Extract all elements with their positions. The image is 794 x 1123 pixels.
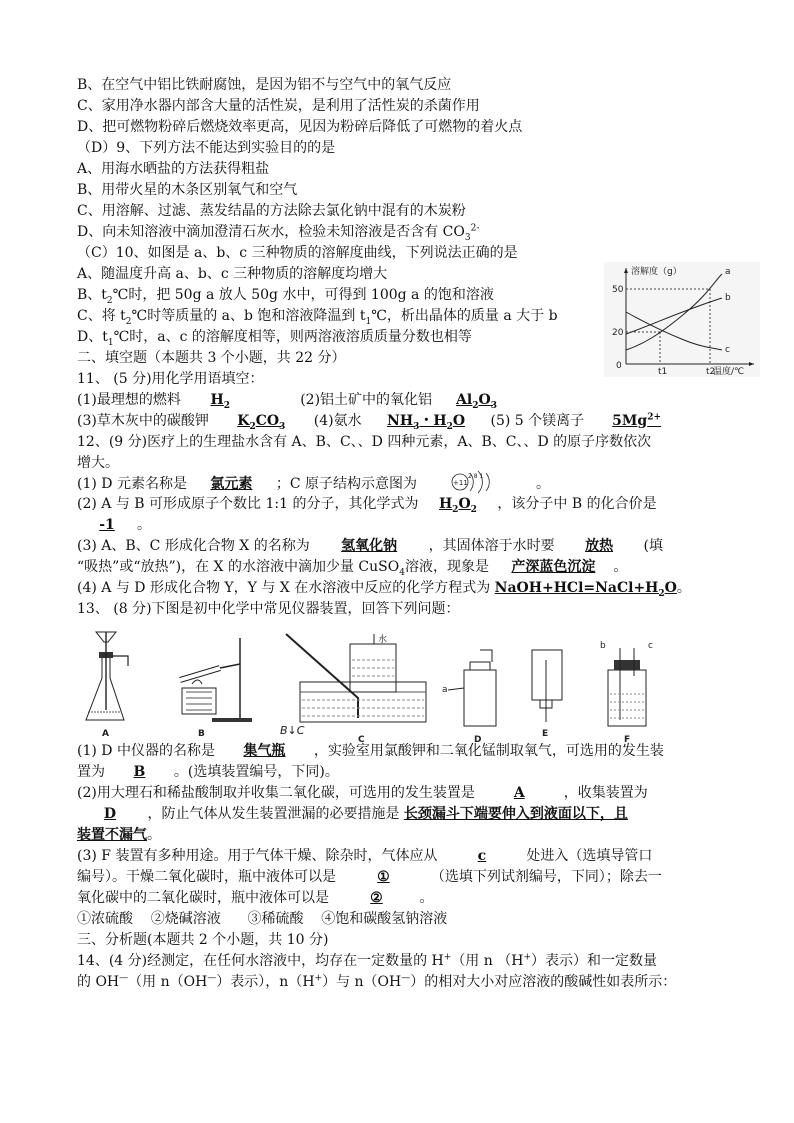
apparatus-e [532,650,562,739]
y-axis-arrow [624,268,628,273]
q10-option-d: D、$t_1℃$时，a、c 的溶解度相等，则两溶液溶质质量分数也相等 [77,329,472,348]
q12-answer-3: 氢氧化钠 [341,538,398,554]
q12-answer-1: 氯元素 [210,476,253,492]
y-axis-label: 溶解度（g） [631,267,682,277]
atom-shell-electrons: 2 8 1 [467,473,483,480]
q9-option-d: D、向未知溶液中滴加澄清石灰水，检验未知溶液是否含有 $CO_3^{2-}$ [77,223,480,243]
y-tick-0: 0 [616,361,622,371]
q13-line-3b: 编号）。干燥二氧化碳时，瓶中液体可以是 ① （选填下列试剂编号，下同）；除去一 [77,869,662,885]
x-tick-t2: t2 [706,367,716,377]
q11-answer-5: 5Mg [612,413,648,429]
y-tick-50: 50 [612,285,624,295]
q9-option-c: C、用溶解、过滤、蒸发结晶的方法除去氯化钠中混有的木炭粉 [77,203,466,219]
q13-line-3c: 氧化碳中的二氧化碳时，瓶中液体可以是 ② 。 [77,890,434,906]
apparatus-b [180,638,252,739]
q13-answer-2: A [513,785,525,801]
q14-line-2: 的 OH—（用 n（OH—）表示），n（H+）与 n（OH—）的相对大小对应溶液的酸碱性如表所示： [77,973,677,990]
apparatus-f-label: F [624,735,631,745]
apparatus-d [442,650,496,745]
q9-option-a: A、用海水晒盐的方法获得粗盐 [77,161,270,177]
x-axis-label: 温度/℃ [713,367,745,377]
q10-stem: （C）10、如图是 a、b、c 三种物质的溶解度曲线，下列说法正确的是 [77,245,518,261]
q12-answer-2: H [438,496,453,512]
q10-option-b: B、$t_2℃$时，把 50g a 放人 50g 水中，可得到 100g a 的饱和溶液 [77,287,494,306]
apparatus-a [86,632,128,739]
x-axis-arrow [749,362,754,366]
apparatus-c [280,633,426,745]
q13-line-1b: 置为 B 。(选填装置编号，下同)。 [77,764,339,780]
q13-answer-2c: 长颈漏斗下端要伸入到液面以下，且 [403,806,628,822]
q11-answer-2: Al [456,392,473,408]
q13-answer-1b: B [133,764,146,780]
q13-answer-3b: ① [377,869,390,885]
section-2-heading: 二、填空题（本题共 3 个小题，共 22 分） [77,350,346,366]
curve-a [626,274,722,350]
q13-line-2: (2)用大理石和稀盐酸制取并收集二氧化碳，可选用的发生装置是 A ，收集装置为 [77,785,648,801]
q10-option-c: C、将 $t_2℃$时等质量的 a、b 饱和溶液降温到 $t_1℃$，析出晶体的质量 a 大于 b [77,308,558,327]
section-3-heading: 三、分析题(本题共 2 个小题，共 10 分) [77,932,329,948]
curve-b [626,298,722,334]
q12-line-2b: -1 。 [77,516,151,535]
apparatus-a-label: A [102,729,109,739]
q13-options: ①浓硫酸 ②烧碱溶液 ③稀硫酸 ④饱和碳酸氢钠溶液 [77,911,448,927]
q13-answer-3: c [477,848,487,864]
y-tick-20: 20 [612,328,624,338]
q13-answer-1: 集气瓶 [243,743,286,759]
curve-b-label: b [725,293,731,303]
q12-line-2: (2) A 与 B 可形成原子个数比 1:1 的分子，其化学式为 $H_2O_2$ ，该分子中 B 的化合价是 [77,496,657,515]
apparatus-e-label: E [542,729,549,739]
q12-line-4: (4) A 与 D 形成化合物 Y，Y 与 X 在水溶液中反应的化学方程式为 $NaOH+HCl=NaCl+H_2O$。 [77,580,691,599]
tube-label-b: b [600,641,606,651]
q11-answer-3: K [237,413,250,429]
q12-answer-2b: -1 [99,517,115,533]
q13-stem: 13、 (8 分)下图是初中化学中常见仪器装置，回答下列问题： [77,601,460,617]
atom-nucleus-label: +11 [452,479,468,487]
x-tick-t1: t1 [658,367,668,377]
apparatus-c-label: C [358,735,365,745]
q13-answer-3c: ② [370,890,383,906]
q8-option-d: D、把可燃物粉碎后燃烧效率更高，见因为粉碎后降低了可燃物的着火点 [77,119,523,135]
tube-label-c: c [648,641,653,651]
q13-answer-2d: 装置不漏气 [77,827,147,843]
curve-c-label: c [725,345,730,355]
curve-a-label: a [725,267,731,277]
q11-answer-4: NH [387,413,414,429]
q9-stem: （D）9、下列方法不能达到实验目的的是 [77,140,336,156]
q12-answer-3b: 放热 [585,538,614,554]
q13-line-2c: 装置不漏气。 [77,827,161,843]
q11-answer-1: H [210,392,224,408]
apparatus-d-label: D [474,735,482,745]
q12-stem-2: 增大。 [77,455,119,471]
q13-line-1: (1) D 中仪器的名称是 集气瓶 ，实验室用氯酸钾和二氧化锰制取氧气，可选用的发生装 [77,743,664,759]
q8-option-c: C、家用净水器内部含大量的活性炭，是利用了活性炭的杀菌作用 [77,98,480,114]
q12-line-3b: “吸热”或“放热”)，在 X 的水溶液中滴加少量 CuSO$_4$溶液，现象是 产深蓝色沉淀 。 [77,559,628,578]
q12-answer-3c: 产深蓝色沉淀 [511,559,596,575]
handwriting-note: B↓C [280,724,305,737]
tube-label-a: a [442,685,448,695]
apparatus-b-label: B [198,729,205,739]
apparatus-f [600,641,653,745]
q13-line-3: (3) F 装置有多种用途。用于气体干燥、除杂时，气体应从 c 处进入（选填导管口 [77,848,653,864]
q13-answer-2b: D [103,806,117,822]
atom-structure-diagram [422,475,532,493]
q12-line-1: (1) D 元素名称是 氯元素 ；C 原子结构示意图为 +11 2 8 1 。 [77,473,550,495]
q14-line-1: 14、(4 分)经测定，在任何水溶液中，均存在一定数量的 H+（用 n （H+）表示）和一定数量 [77,952,657,969]
water-label: 水 [378,635,388,645]
q9-option-b: B、用带火星的木条区别氧气和空气 [77,182,298,198]
lab-apparatus-figure [80,630,700,748]
q13-line-2b: D ，防止气体从发生装置泄漏的必要措施是 长颈漏斗下端要伸入到液面以下，且 [77,805,628,824]
q11-line-1: (1)最理想的燃料 $H_2$ (2)铝土矿中的氧化铝 $Al_2O_3$ [77,392,497,411]
q11-line-2: (3)草木灰中的碳酸钾 $K_2CO_3$ (4)氨水 $NH_3$・$H_2O$ (5) 5 个镁离子 $5Mg^{2+}$ [77,412,662,432]
q8-option-b: B、在空气中铝比铁耐腐蚀，是因为铝不与空气中的氧气反应 [77,77,452,93]
q11-stem: 11、 (5 分)用化学用语填空： [77,371,264,387]
solubility-chart [604,262,760,377]
q10-option-a: A、随温度升高 a、b、c 三种物质的溶解度均增大 [77,266,388,282]
q12-line-3: (3) A、B、C 形成化合物 X 的名称为 氢氧化钠 ，其固体溶于水时要 放热 (填 [77,538,663,554]
q12-stem-1: 12、(9 分)医疗上的生理盐水含有 A、B、C、、D 四种元素，A、B、C、、D 的原子序数依次 [77,434,652,450]
q12-answer-4: NaOH+HCl=NaCl+H [494,580,659,596]
